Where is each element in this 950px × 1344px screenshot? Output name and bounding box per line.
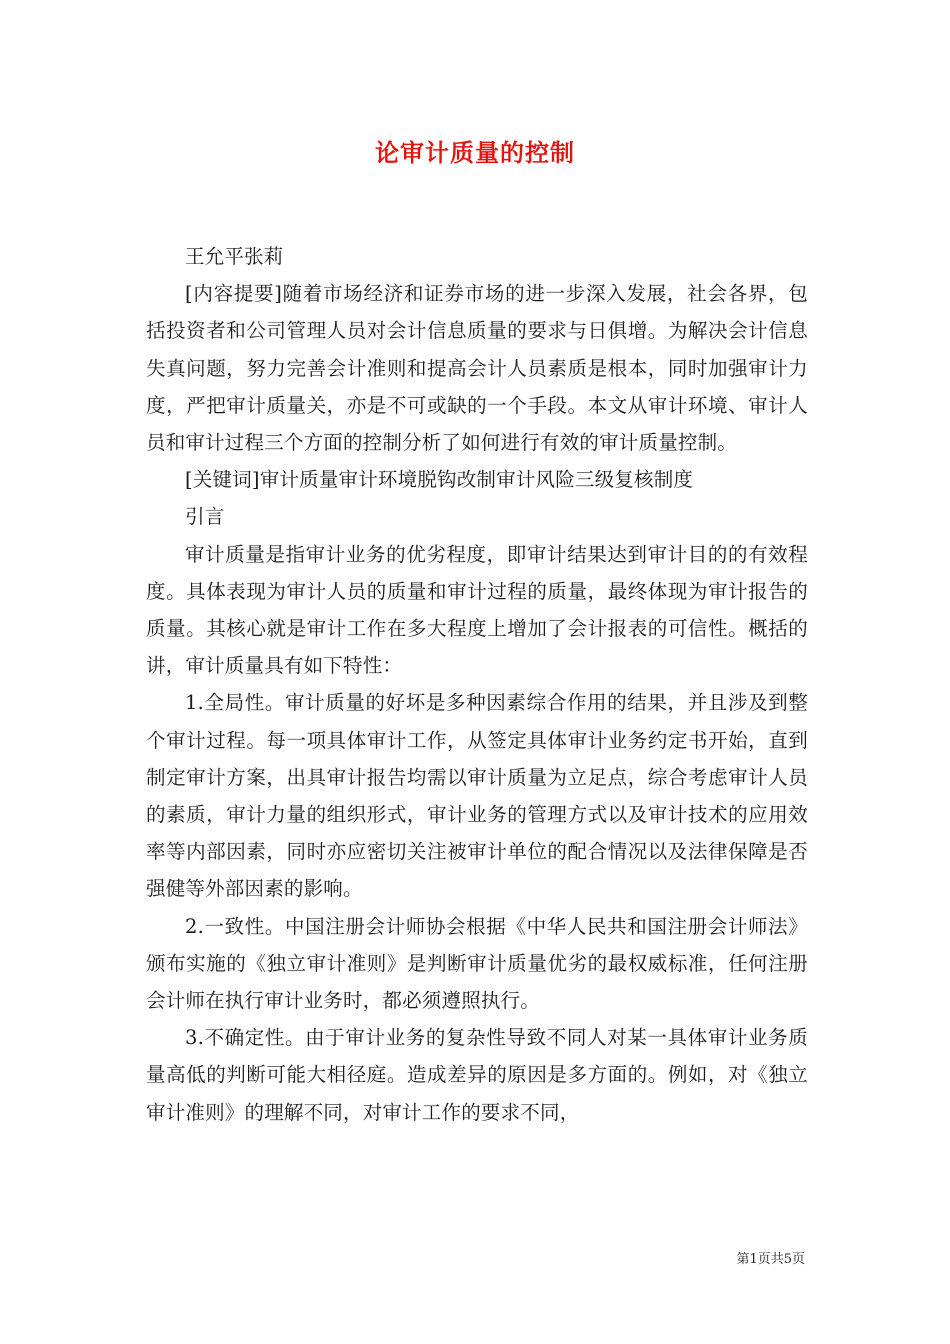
abstract-paragraph: [内容提要]随着市场经济和证券市场的进一步深入发展，社会各界，包括投资者和公司管理人员对会计信息质量的要求与日俱增。为解决会计信息失真问题，努力完善会计准则和提高会计人员素质是根本，同时加强审计力度，严把审计质量关，亦是不可或缺的一个手段。本文从审计环境、审计人员和审计过程三个方面的控制分析了如何进行有效的审计质量控制。 [146, 282, 808, 455]
body-paragraph: 3.不确定性。由于审计业务的复杂性导致不同人对某一具体审计业务质量高低的判断可能大相径庭。造成差异的原因是多方面的。例如，对《独立审计准则》的理解不同，对审计工作的要求不同， [146, 1026, 808, 1124]
keywords-paragraph: [关键词]审计质量审计环境脱钩改制审计风险三级复核制度 [185, 468, 694, 492]
body-paragraph: 审计质量是指审计业务的优劣程度，即审计结果达到审计目的的有效程度。具体表现为审计人员的质量和审计过程的质量，最终体现为审计报告的质量。其核心就是审计工作在多大程度上增加了会计报表的可信性。概括的讲，审计质量具有如下特性： [146, 542, 808, 678]
body-paragraph: 1.全局性。审计质量的好坏是多种因素综合作用的结果，并且涉及到整个审计过程。每一项具体审计工作，从签定具体审计业务约定书开始，直到制定审计方案，出具审计报告均需以审计质量为立足点，综合考虑审计人员的素质，审计力量的组织形式，审计业务的管理方式以及审计技术的应用效率等内部因素，同时亦应密切关注被审计单位的配合情况以及法律保障是否强健等外部因素的影响。 [146, 691, 808, 901]
document-body [146, 238, 808, 1131]
author-line: 王允平张莉 [185, 245, 284, 268]
body-paragraph: 2.一致性。中国注册会计师协会根据《中华人民共和国注册会计师法》颁布实施的《独立审计准则》是判断审计质量优劣的最权威标准，任何注册会计师在执行审计业务时，都必须遵照执行。 [146, 914, 808, 1013]
document-title: 论审计质量的控制 [375, 139, 575, 167]
section-heading-introduction: 引言 [185, 505, 225, 529]
page-number-footer: 第1页共5页 [736, 1252, 805, 1267]
